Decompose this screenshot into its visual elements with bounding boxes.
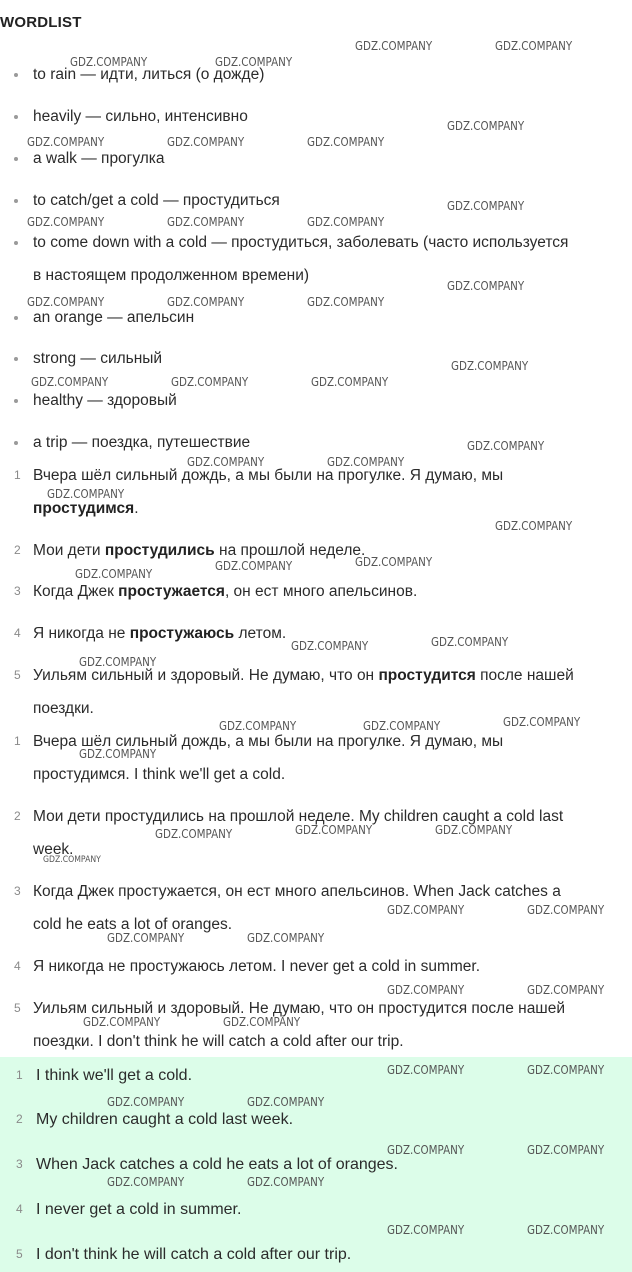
watermark: GDZ.COMPANY [79,655,157,669]
watermark: GDZ.COMPANY [291,639,369,653]
bullet-icon [14,199,18,203]
bold-word: простужаюсь [129,625,235,642]
watermark: GDZ.COMPANY [43,855,101,865]
watermark: GDZ.COMPANY [467,439,545,453]
bullet-icon [14,157,18,161]
watermark: GDZ.COMPANY [47,487,125,501]
watermark: GDZ.COMPANY [223,1015,301,1029]
watermark: GDZ.COMPANY [70,55,148,69]
bold-word: простудимся [33,500,135,517]
watermark: GDZ.COMPANY [187,455,265,469]
watermark: GDZ.COMPANY [27,135,105,149]
watermark: GDZ.COMPANY [527,1063,605,1077]
watermark: GDZ.COMPANY [167,295,245,309]
watermark: GDZ.COMPANY [431,635,509,649]
watermark: GDZ.COMPANY [387,983,465,997]
watermark: GDZ.COMPANY [387,903,465,917]
watermark: GDZ.COMPANY [295,823,373,837]
watermark: GDZ.COMPANY [447,199,525,213]
watermark: GDZ.COMPANY [247,931,325,945]
watermark: GDZ.COMPANY [107,931,185,945]
bullet-icon [14,357,18,361]
answer-block: 1 I think we'll get a cold. 2 My children caught a cold last week. 3 When Jack catches a cold he eats a lot of oranges. 4 I never get a cold in summer. 5 I don't think he will catch a cold after our trip. [0,1057,632,1272]
watermark: GDZ.COMPANY [27,215,105,229]
watermark: GDZ.COMPANY [31,375,109,389]
watermark: GDZ.COMPANY [27,295,105,309]
watermark: GDZ.COMPANY [503,715,581,729]
watermark: GDZ.COMPANY [247,1095,325,1109]
watermark: GDZ.COMPANY [307,135,385,149]
watermark: GDZ.COMPANY [107,1095,185,1109]
bold-word: простудится [378,667,476,684]
watermark: GDZ.COMPANY [387,1223,465,1237]
watermark: GDZ.COMPANY [107,1175,185,1189]
watermark: GDZ.COMPANY [75,567,153,581]
watermark: GDZ.COMPANY [527,983,605,997]
bullet-icon [14,241,18,245]
watermark: GDZ.COMPANY [155,827,233,841]
bullet-icon [14,73,18,77]
watermark: GDZ.COMPANY [167,215,245,229]
watermark: GDZ.COMPANY [355,555,433,569]
bullet-icon [14,399,18,403]
bullet-icon [14,316,18,320]
watermark: GDZ.COMPANY [435,823,513,837]
bold-word: простудились [104,542,215,559]
watermark: GDZ.COMPANY [447,279,525,293]
watermark: GDZ.COMPANY [307,215,385,229]
watermark: GDZ.COMPANY [495,39,573,53]
watermark: GDZ.COMPANY [215,55,293,69]
bullet-icon [14,441,18,445]
watermark: GDZ.COMPANY [495,519,573,533]
watermark: GDZ.COMPANY [363,719,441,733]
watermark: GDZ.COMPANY [311,375,389,389]
watermark: GDZ.COMPANY [167,135,245,149]
watermark: GDZ.COMPANY [527,903,605,917]
bold-word: простужается [118,583,225,600]
wordlist-heading: WORDLIST [0,14,82,31]
watermark: GDZ.COMPANY [327,455,405,469]
watermark: GDZ.COMPANY [527,1223,605,1237]
watermark: GDZ.COMPANY [355,39,433,53]
bullet-icon [14,115,18,119]
watermark: GDZ.COMPANY [307,295,385,309]
watermark: GDZ.COMPANY [83,1015,161,1029]
watermark: GDZ.COMPANY [527,1143,605,1157]
watermark: GDZ.COMPANY [79,747,157,761]
watermark: GDZ.COMPANY [215,559,293,573]
watermark: GDZ.COMPANY [171,375,249,389]
watermark: GDZ.COMPANY [247,1175,325,1189]
watermark: GDZ.COMPANY [447,119,525,133]
watermark: GDZ.COMPANY [387,1063,465,1077]
watermark: GDZ.COMPANY [219,719,297,733]
watermark: GDZ.COMPANY [451,359,529,373]
watermark: GDZ.COMPANY [387,1143,465,1157]
